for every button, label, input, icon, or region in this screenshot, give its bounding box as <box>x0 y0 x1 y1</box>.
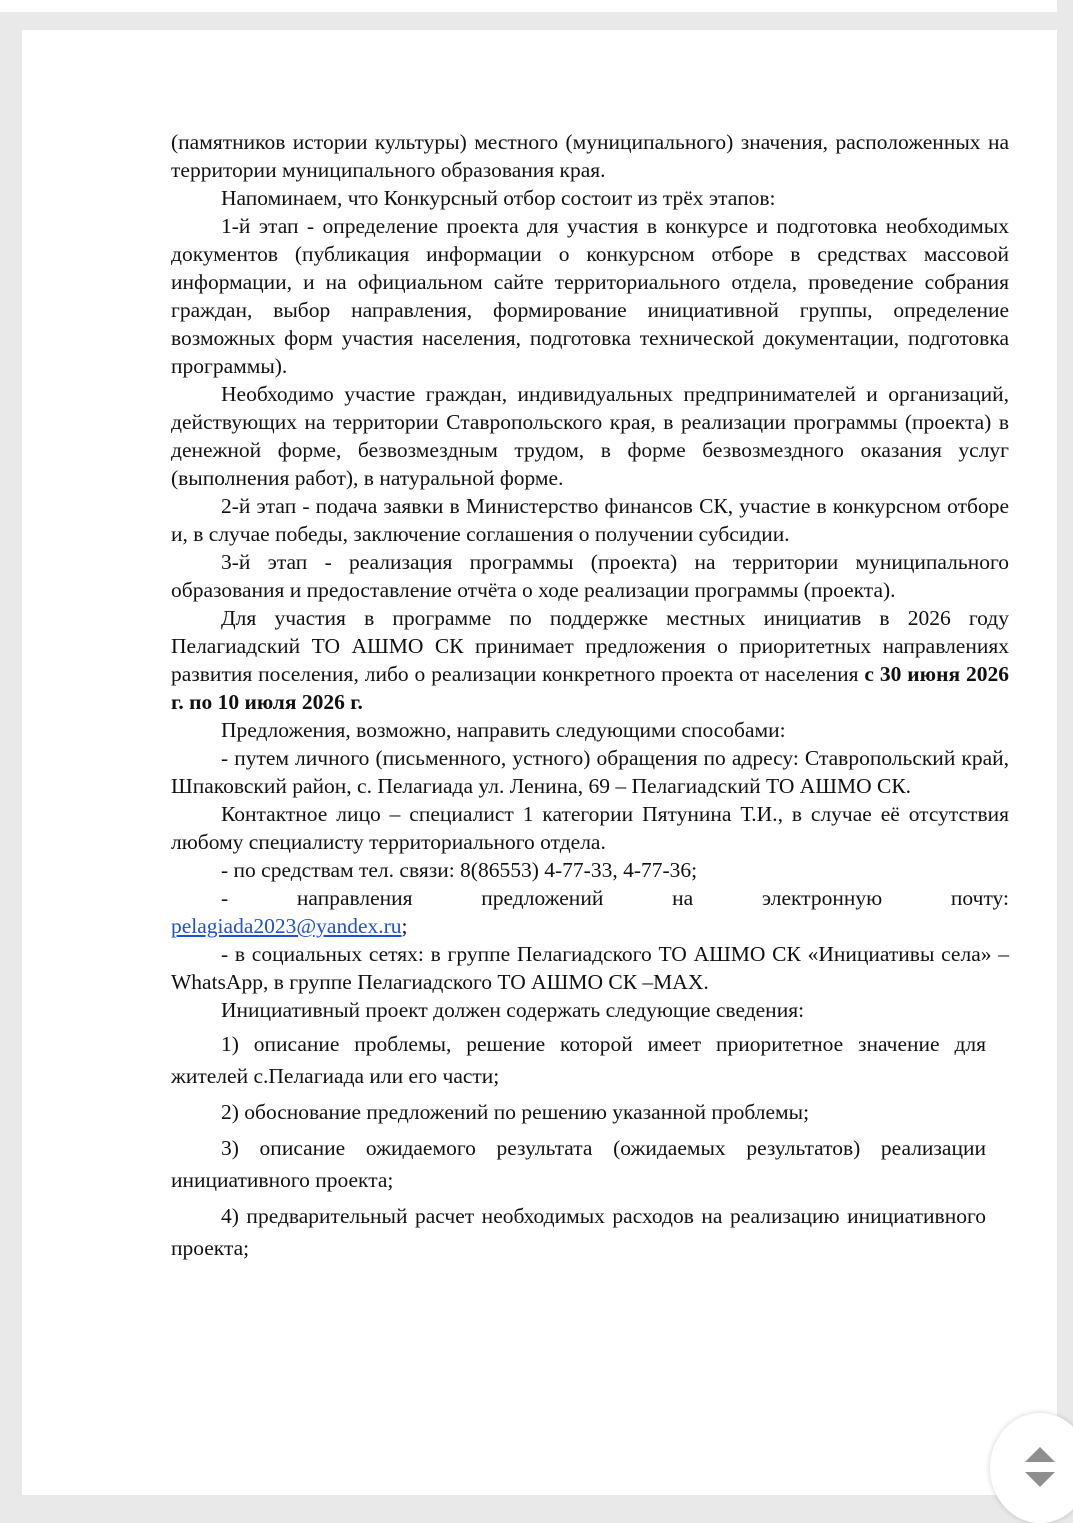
project-item-2: 2) обоснование предложений по решению указанной проблемы; <box>221 1100 810 1124</box>
paragraph-method-personal: - путем личного (письменного, устного) обращения по адресу: Ставропольский край, Шпаковский район, с. Пелагиада ул. Ленина, 69 – Пелагиадский ТО АШМО СК. <box>171 746 1009 798</box>
paragraph-method-email <box>171 912 1009 940</box>
paragraph-method-social: - в социальных сетях: в группе Пелагиадского ТО АШМО СК «Инициативы села» – WhatsApp, в группе Пелагиадского ТО АШМО СК –MAX. <box>171 942 1009 994</box>
paragraph-participation-forms: Необходимо участие граждан, индивидуальных предпринимателей и организаций, действующих на территории Ставропольского края, в реализации программы (проекта) в денежной форме, безвозмездным трудом, в форме безвозмездного оказания услуг (выполнения работ), в натуральной форме. <box>171 382 1009 490</box>
previous-page-edge <box>0 0 1057 12</box>
paragraph-method-email-prefix: - направления предложений на электронную почту: <box>221 886 1009 910</box>
paragraph-stage-1: 1-й этап - определение проекта для участия в конкурсе и подготовка необходимых документов (публикация информации о конкурсном отборе в средствах массовой информации, и на официальном сайте территориального отдела, проведение собрания граждан, выбор направления, формирование инициативной группы, определение возможных форм участия населения, подготовка технической документации, подготовка программы). <box>171 214 1009 378</box>
email-suffix: ; <box>401 914 408 938</box>
document-body <box>171 128 1009 1264</box>
scroll-up-down-icon <box>1023 1445 1057 1489</box>
participation-dates: с 30 июня 2026 г. по 10 июля 2026 г. <box>171 662 1009 714</box>
paragraph-method-phone: - по средствам тел. связи: 8(86553) 4-77-33, 4-77-36; <box>221 858 698 882</box>
paragraph-methods-intro: Предложения, возможно, направить следующими способами: <box>221 718 786 742</box>
paragraph-continuation: (памятников истории культуры) местного (муниципального) значения, расположенных на территории муниципального образования края. <box>171 130 1009 182</box>
project-item-1: 1) описание проблемы, решение которой имеет приоритетное значение для жителей с.Пелагиада или его части; <box>171 1032 986 1088</box>
paragraph-stage-2: 2-й этап - подача заявки в Министерство финансов СК, участие в конкурсном отборе и, в случае победы, заключение соглашения о получении субсидии. <box>171 494 1009 546</box>
participation-text: Для участия в программе по поддержке местных инициатив в 2026 году Пелагиадский ТО АШМО СК принимает предложения о приоритетных направлениях развития поселения, либо о реализации конкретного проекта от населения <box>171 606 1009 686</box>
project-item-3: 3) описание ожидаемого результата (ожидаемых результатов) реализации инициативного проекта; <box>171 1136 986 1192</box>
paragraph-project-intro: Инициативный проект должен содержать следующие сведения: <box>221 998 805 1022</box>
document-page <box>22 30 1057 1495</box>
scroll-button[interactable] <box>990 1413 1073 1523</box>
email-link[interactable]: pelagiada2023@yandex.ru <box>171 914 402 938</box>
paragraph-stages-intro: Напоминаем, что Конкурсный отбор состоит из трёх этапов: <box>221 186 776 210</box>
paragraph-participation <box>171 604 1009 716</box>
project-item-4: 4) предварительный расчет необходимых расходов на реализацию инициативного проекта; <box>171 1204 986 1260</box>
paragraph-stage-3: 3-й этап - реализация программы (проекта) на территории муниципального образования и предоставление отчёта о ходе реализации программы (проекта). <box>171 550 1009 602</box>
paragraph-contact-person: Контактное лицо – специалист 1 категории Пятунина Т.И., в случае её отсутствия любому специалисту территориального отдела. <box>171 802 1009 854</box>
